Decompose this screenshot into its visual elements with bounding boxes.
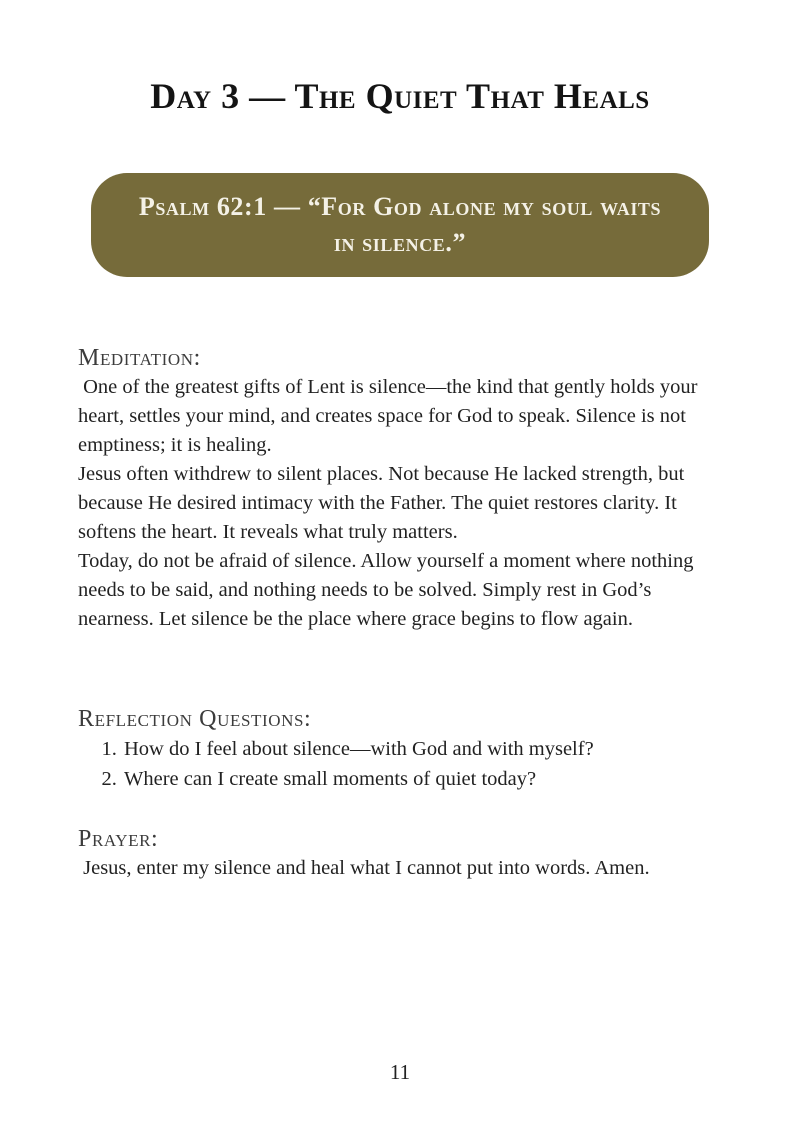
meditation-paragraph-2: Jesus often withdrew to silent places. Not because He lacked strength, but because He desired intimacy with the Father. The quiet restores clarity. It softens the heart. It reveals what truly matters. <box>78 463 690 543</box>
meditation-paragraph-1: One of the greatest gifts of Lent is silence—the kind that gently holds your heart, settles your mind, and creates space for God to speak. Silence is not emptiness; it is healing. <box>78 376 703 456</box>
meditation-section <box>78 343 722 634</box>
reflection-question-1: 1. How do I feel about silence—with God and with myself? <box>122 734 722 764</box>
reflection-questions-heading: Reflection Questions: <box>78 706 312 732</box>
page-number: 11 <box>389 1060 411 1084</box>
scripture-verse-text: Psalm 62:1 — “For God alone my soul waits in silence.” <box>138 192 662 257</box>
prayer-heading: Prayer: <box>78 826 159 852</box>
meditation-heading: Meditation: <box>78 345 201 371</box>
prayer-section <box>78 824 722 883</box>
meditation-paragraph-3: Today, do not be afraid of silence. Allow yourself a moment where nothing needs to be said, and nothing needs to be solved. Simply rest in God’s nearness. Let silence be the place where grace begins to flow again. <box>78 550 699 630</box>
scripture-banner <box>91 173 709 277</box>
reflection-question-2: 2. Where can I create small moments of quiet today? <box>122 764 722 794</box>
reflection-questions-section <box>78 704 722 794</box>
prayer-text: Jesus, enter my silence and heal what I cannot put into words. Amen. <box>78 857 650 879</box>
reflection-questions-list <box>78 734 722 794</box>
page-title: Day 3 — The Quiet That Heals <box>150 76 650 116</box>
